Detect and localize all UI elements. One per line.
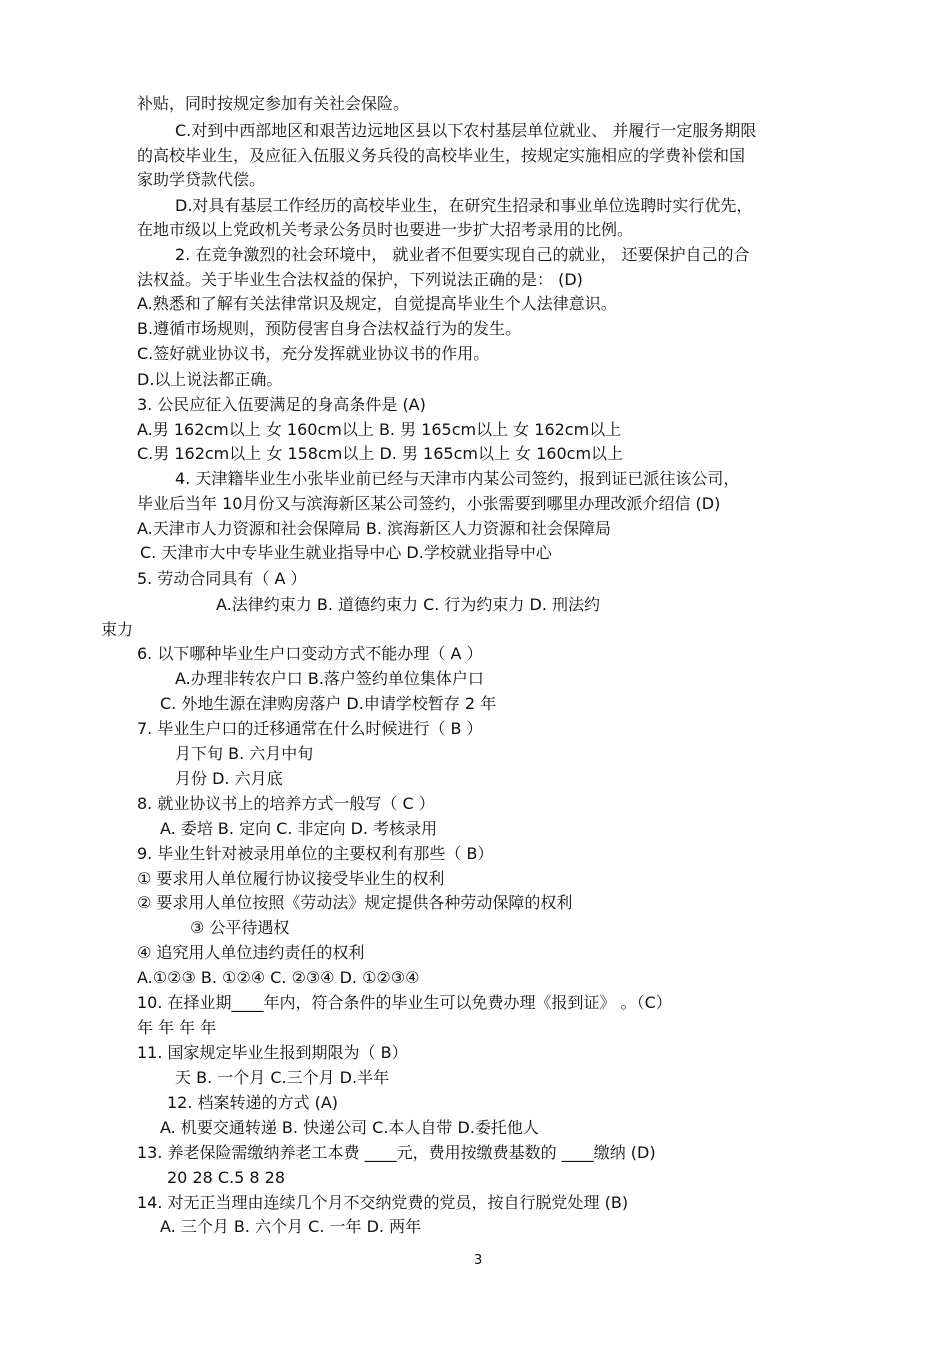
text-line: 在地市级以上党政机关考录公务员时也要进一步扩大招考录用的比例。 xyxy=(137,220,634,239)
text-line: 12. 档案转递的方式 (A) xyxy=(167,1093,339,1112)
text-line: 补贴，同时按规定参加有关社会保险。 xyxy=(137,94,410,113)
text-line: 2. 在竞争激烈的社会环境中， 就业者不但要实现自己的就业， 还要保护自己的合 xyxy=(175,245,750,264)
text-line: A.法律约束力 B. 道德约束力 C. 行为约束力 D. 刑法约 xyxy=(216,595,600,614)
text-line: C. 外地生源在津购房落户 D.申请学校暂存 2 年 xyxy=(160,694,497,713)
text-line: 法权益。关于毕业生合法权益的保护，下列说法正确的是： (D) xyxy=(137,270,583,289)
text-line: 束力 xyxy=(101,620,134,639)
text-line: 5. 劳动合同具有（ A ） xyxy=(137,569,307,588)
text-line: D.对具有基层工作经历的高校毕业生，在研究生招录和事业单位选聘时实行优先， xyxy=(175,196,753,215)
text-line: 毕业后当年 10月份又与滨海新区某公司签约，小张需要到哪里办理改派介绍信 (D) xyxy=(137,494,721,513)
text-line: 月份 D. 六月底 xyxy=(175,769,283,788)
text-line: 的高校毕业生，及应征入伍服义务兵役的高校毕业生，按规定实施相应的学费补偿和国 xyxy=(137,146,746,165)
text-line: 13. 养老保险需缴纳养老工本费 ____元，费用按缴费基数的 ____缴纳 (D) xyxy=(137,1143,656,1162)
text-line: ② 要求用人单位按照《劳动法》规定提供各种劳动保障的权利 xyxy=(137,893,573,912)
text-line: 4. 天津籍毕业生小张毕业前已经与天津市内某公司签约，报到证已派往该公司， xyxy=(175,469,740,488)
text-line: C.男 162cm以上 女 158cm以上 D. 男 165cm以上 女 160cm以上 xyxy=(137,444,624,463)
text-line: A.男 162cm以上 女 160cm以上 B. 男 165cm以上 女 162cm以上 xyxy=(137,420,622,439)
text-line: B.遵循市场规则，预防侵害自身合法权益行为的发生。 xyxy=(137,319,522,338)
text-line: 天 B. 一个月 C.三个月 D.半年 xyxy=(175,1068,390,1087)
text-line: A.天津市人力资源和社会保障局 B. 滨海新区人力资源和社会保障局 xyxy=(137,519,611,538)
text-line: 6. 以下哪种毕业生户口变动方式不能办理（ A ） xyxy=(137,644,483,663)
text-line: C.对到中西部地区和艰苦边远地区县以下农村基层单位就业、 并履行一定服务期限 xyxy=(175,121,757,140)
text-line: A. 委培 B. 定向 C. 非定向 D. 考核录用 xyxy=(160,819,438,838)
text-line: 11. 国家规定毕业生报到期限为（ B） xyxy=(137,1043,408,1062)
text-line: ① 要求用人单位履行协议接受毕业生的权利 xyxy=(137,869,445,888)
text-line: A.①②③ B. ①②④ C. ②③④ D. ①②③④ xyxy=(137,968,420,987)
text-line: A. 机要交通转递 B. 快递公司 C.本人自带 D.委托他人 xyxy=(160,1118,539,1137)
text-line: 8. 就业协议书上的培养方式一般写（ C ） xyxy=(137,794,435,813)
text-line: A.熟悉和了解有关法律常识及规定，自觉提高毕业生个人法律意识。 xyxy=(137,294,617,313)
text-line: ③ 公平待遇权 xyxy=(190,918,290,937)
text-line: 月下旬 B. 六月中旬 xyxy=(175,744,314,763)
text-line: A.办理非转农户口 B.落户签约单位集体户口 xyxy=(175,669,484,688)
page-number: 3 xyxy=(474,1253,483,1268)
text-line: D.以上说法都正确。 xyxy=(137,370,283,389)
text-line: 3. 公民应征入伍要满足的身高条件是 (A) xyxy=(137,395,426,414)
text-line: 20 28 C.5 8 28 xyxy=(167,1168,286,1187)
text-line: 10. 在择业期____年内，符合条件的毕业生可以免费办理《报到证》 。（C） xyxy=(137,993,672,1012)
text-line: 14. 对无正当理由连续几个月不交纳党费的党员，按自行脱党处理 (B) xyxy=(137,1193,629,1212)
text-line: 年 年 年 年 xyxy=(137,1018,217,1037)
text-line: 9. 毕业生针对被录用单位的主要权利有那些（ B） xyxy=(137,844,494,863)
text-line: ④ 追究用人单位违约责任的权利 xyxy=(137,943,365,962)
text-line: 家助学贷款代偿。 xyxy=(137,170,266,189)
text-line: 7. 毕业生户口的迁移通常在什么时候进行（ B ） xyxy=(137,719,483,738)
text-line: C.签好就业协议书，充分发挥就业协议书的作用。 xyxy=(137,344,490,363)
text-line: A. 三个月 B. 六个月 C. 一年 D. 两年 xyxy=(160,1217,422,1236)
text-line: C. 天津市大中专毕业生就业指导中心 D.学校就业指导中心 xyxy=(140,543,552,562)
